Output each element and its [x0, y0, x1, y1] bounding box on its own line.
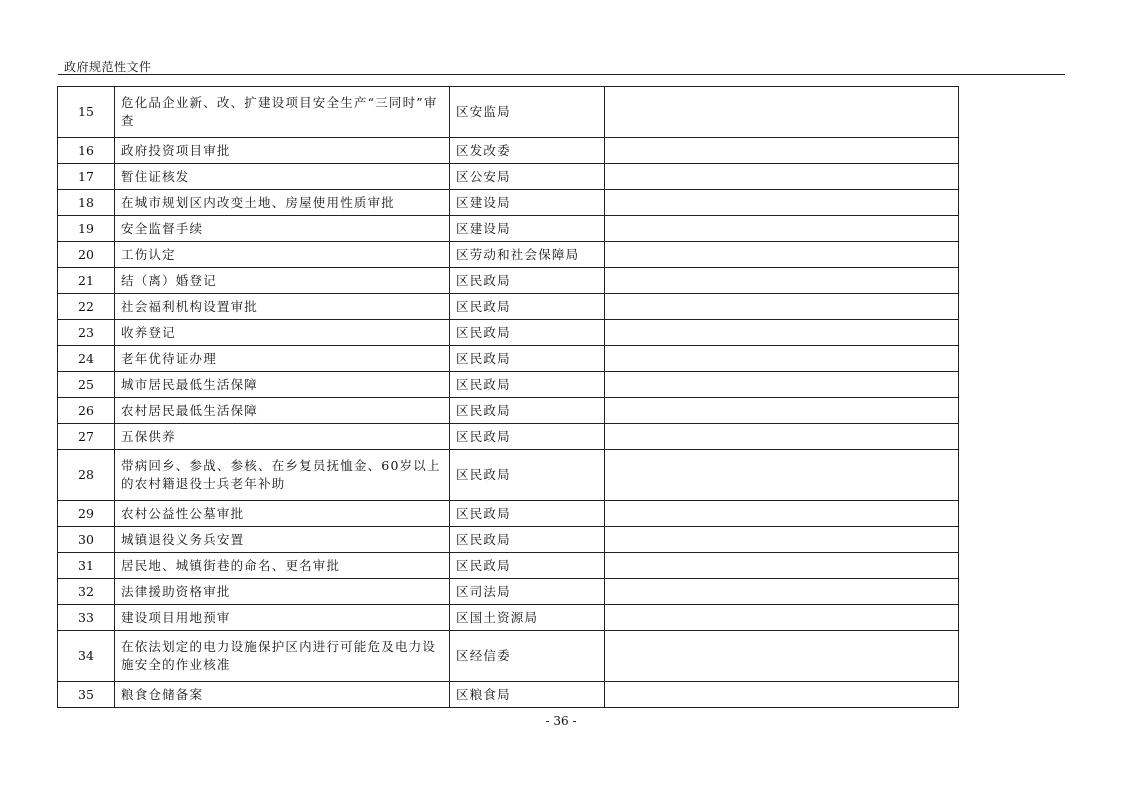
- notes-cell: [605, 294, 959, 320]
- item-name: 在城市规划区内改变土地、房屋使用性质审批: [115, 190, 450, 216]
- row-number: 17: [58, 164, 115, 190]
- notes-cell: [605, 424, 959, 450]
- row-number: 31: [58, 553, 115, 579]
- row-number: 28: [58, 450, 115, 501]
- notes-cell: [605, 527, 959, 553]
- item-name: 城镇退役义务兵安置: [115, 527, 450, 553]
- row-number: 21: [58, 268, 115, 294]
- department: 区司法局: [450, 579, 605, 605]
- department: 区民政局: [450, 346, 605, 372]
- table-row: [58, 398, 959, 424]
- department: 区民政局: [450, 268, 605, 294]
- row-number: 24: [58, 346, 115, 372]
- table-row: [58, 605, 959, 631]
- item-name: 政府投资项目审批: [115, 138, 450, 164]
- table-row: [58, 501, 959, 527]
- row-number: 34: [58, 631, 115, 682]
- row-number: 29: [58, 501, 115, 527]
- department: 区民政局: [450, 527, 605, 553]
- department: 区公安局: [450, 164, 605, 190]
- table-row: [58, 424, 959, 450]
- department: 区国土资源局: [450, 605, 605, 631]
- department: 区民政局: [450, 450, 605, 501]
- department: 区民政局: [450, 553, 605, 579]
- item-name: 安全监督手续: [115, 216, 450, 242]
- notes-cell: [605, 320, 959, 346]
- notes-cell: [605, 605, 959, 631]
- table-row: [58, 527, 959, 553]
- item-name: 农村公益性公墓审批: [115, 501, 450, 527]
- notes-cell: [605, 682, 959, 708]
- department: 区发改委: [450, 138, 605, 164]
- item-name: 粮食仓储备案: [115, 682, 450, 708]
- notes-cell: [605, 398, 959, 424]
- row-number: 32: [58, 579, 115, 605]
- department: 区安监局: [450, 87, 605, 138]
- row-number: 20: [58, 242, 115, 268]
- item-name: 暂住证核发: [115, 164, 450, 190]
- item-name: 社会福利机构设置审批: [115, 294, 450, 320]
- department: 区经信委: [450, 631, 605, 682]
- item-name: 收养登记: [115, 320, 450, 346]
- department: 区民政局: [450, 398, 605, 424]
- department: 区建设局: [450, 190, 605, 216]
- department: 区民政局: [450, 424, 605, 450]
- table-row: [58, 346, 959, 372]
- notes-cell: [605, 553, 959, 579]
- header-rule: [58, 74, 1065, 75]
- notes-cell: [605, 631, 959, 682]
- department: 区粮食局: [450, 682, 605, 708]
- item-name: 建设项目用地预审: [115, 605, 450, 631]
- table-row: [58, 242, 959, 268]
- row-number: 15: [58, 87, 115, 138]
- row-number: 18: [58, 190, 115, 216]
- notes-cell: [605, 242, 959, 268]
- row-number: 19: [58, 216, 115, 242]
- table-row: [58, 579, 959, 605]
- item-name: 在依法划定的电力设施保护区内进行可能危及电力设施安全的作业核准: [115, 631, 450, 682]
- notes-cell: [605, 372, 959, 398]
- row-number: 23: [58, 320, 115, 346]
- item-name: 带病回乡、参战、参核、在乡复员抚恤金、60岁以上的农村籍退役士兵老年补助: [115, 450, 450, 501]
- notes-cell: [605, 164, 959, 190]
- department: 区民政局: [450, 294, 605, 320]
- notes-cell: [605, 268, 959, 294]
- row-number: 25: [58, 372, 115, 398]
- table-row: [58, 87, 959, 138]
- notes-cell: [605, 579, 959, 605]
- page-number: - 36 -: [545, 714, 577, 728]
- table-row: [58, 294, 959, 320]
- table-row: [58, 320, 959, 346]
- department: 区民政局: [450, 320, 605, 346]
- table-row: [58, 190, 959, 216]
- table-row: [58, 268, 959, 294]
- notes-cell: [605, 501, 959, 527]
- table-row: [58, 682, 959, 708]
- table-row: [58, 553, 959, 579]
- table-row: [58, 216, 959, 242]
- item-name: 城市居民最低生活保障: [115, 372, 450, 398]
- row-number: 26: [58, 398, 115, 424]
- approval-items-table: [57, 86, 959, 708]
- department: 区建设局: [450, 216, 605, 242]
- department: 区劳动和社会保障局: [450, 242, 605, 268]
- table-row: [58, 450, 959, 501]
- item-name: 危化品企业新、改、扩建设项目安全生产“三同时”审查: [115, 87, 450, 138]
- item-name: 居民地、城镇街巷的命名、更名审批: [115, 553, 450, 579]
- notes-cell: [605, 450, 959, 501]
- document-category-title: 政府规范性文件: [64, 60, 152, 74]
- item-name: 老年优待证办理: [115, 346, 450, 372]
- item-name: 五保供养: [115, 424, 450, 450]
- department: 区民政局: [450, 372, 605, 398]
- department: 区民政局: [450, 501, 605, 527]
- table-row: [58, 164, 959, 190]
- row-number: 33: [58, 605, 115, 631]
- notes-cell: [605, 138, 959, 164]
- item-name: 农村居民最低生活保障: [115, 398, 450, 424]
- table-row: [58, 138, 959, 164]
- item-name: 结（离）婚登记: [115, 268, 450, 294]
- table-row: [58, 372, 959, 398]
- row-number: 16: [58, 138, 115, 164]
- notes-cell: [605, 190, 959, 216]
- row-number: 30: [58, 527, 115, 553]
- row-number: 27: [58, 424, 115, 450]
- item-name: 法律援助资格审批: [115, 579, 450, 605]
- notes-cell: [605, 346, 959, 372]
- notes-cell: [605, 87, 959, 138]
- item-name: 工伤认定: [115, 242, 450, 268]
- row-number: 22: [58, 294, 115, 320]
- row-number: 35: [58, 682, 115, 708]
- notes-cell: [605, 216, 959, 242]
- table-row: [58, 631, 959, 682]
